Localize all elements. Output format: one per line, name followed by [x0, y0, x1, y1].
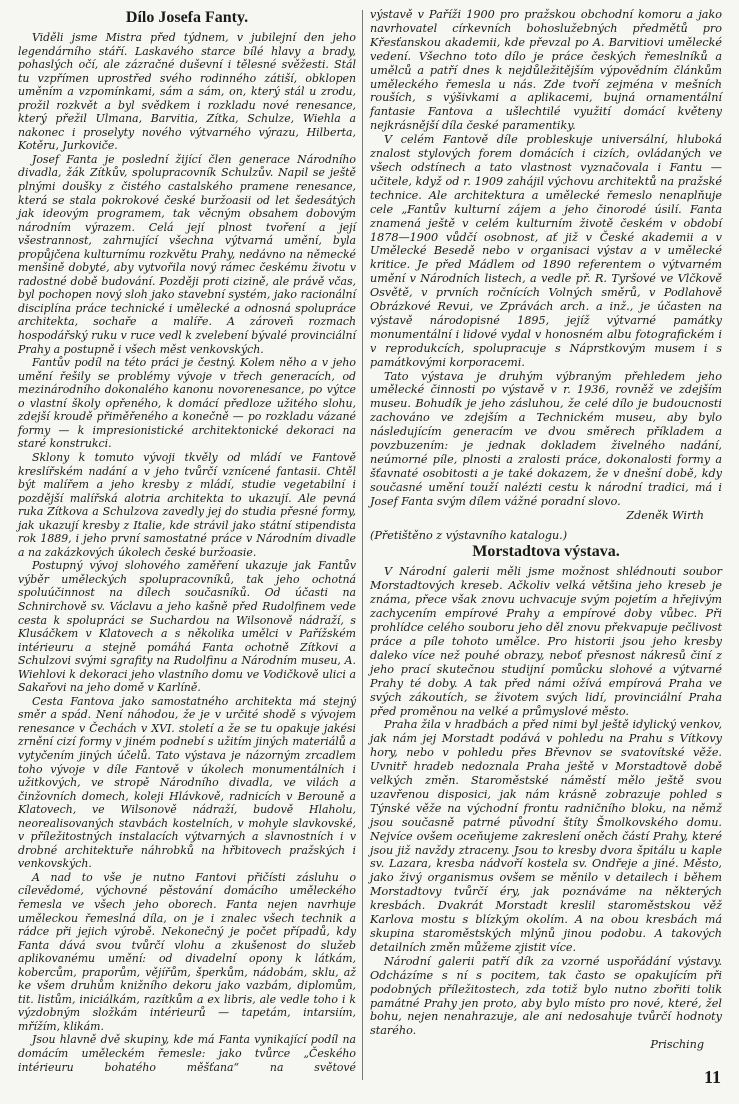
column-divider	[362, 10, 363, 1080]
article-paragraph: Jsou hlavně dvě skupiny, kde má Fanta vynikající podíl na domácím uměleckém řemesle: jako tvůrce „Českého intérieuru bohatého měšťana“ na světové	[18, 1033, 356, 1074]
article-paragraph: V celém Fantově díle probleskuje universální, hluboká znalost stylových forem domácích i cizích, ovládaných ve všech odstínech a tato vlastnost vyznačovala i Fantu — učitele, když od r. 1909 zahájil výchovu architektů na pražské technice. Ale architektura a umělecké řemeslo nenaplňuje cele „Fantův kulturní zájem a jeho činorodé úsilí. Fanta znamená ještě v celém kulturním životě českém v období 1878—1900 vůdčí osobnost, ať již v České akademii a v Umělecké Besedě nebo v organisaci výstav a v umělecké kritice. Je před Mádlem od 1890 referentem o výtvarném umění v Národních listech, a vedle př. R. Tyršové ve Vlčkově Osvětě, v prvních ročnících Volných směrů, v Podlahově Obrázkové Revui, ve Zprávách arch. a inž., je účasten na výstavě národopisné 1895, jejíž výtvarné památky monumentální i lidové vydal v honosném albu fotografickém i v reprodukcích, spolupracuje s Náprstkovým musem i s památkovými korporacemi.	[370, 133, 722, 369]
article-title: Dílo Josefa Fanty.	[125, 9, 249, 26]
article-paragraph: Fantův podíl na této práci je čestný. Kolem něho a v jeho umění řešily se problémy vývoje v třech generacích, od mezinárodního dokonalého kanonu novorenesance, po výtce o vlastní školy opřeného, k domácí předloze užitého slohu, zdejší kroudě přiměřeného a konečně — po rozkladu vázané formy — k impresionistické architektonické dekoraci na staré konstrukci.	[18, 356, 356, 451]
page-number: 11	[703, 1067, 721, 1087]
author-signature: Zdeněk Wirth	[626, 508, 704, 522]
article-paragraph: Národní galerii patří dík za vzorné uspořádání výstavy. Odcházíme s ní s pocitem, tak často se opakujícím při podobných příležitostech, zda totiž bylo nutno zbořiti tolik památné Prahy jen proto, aby bylo místo pro nové, které, žel bohu, nejen nenahrazuje, ale ani nedosahuje tvůrčí hodnoty starého.	[370, 954, 722, 1038]
article-paragraph: Tato výstava je druhým výbraným přehledem jeho umělecké činnosti po výstavě v r. 1936, rovněž ve zdejším museu. Bohudík je jeho zásluhou, že celé dílo je budoucnosti zachováno ve zdejším a Technickém museu, aby bylo následujícím generacím ve dvou směrech příkladem a povzbuzením: je jednak dokladem živelného nadání, neúmorné píle, plnosti a zralosti práce, dokonalosti formy a šťavnaté osobitosti a je také dokazem, že v dnešní době, kdy současné umění touží nalézti cestu k národní tradici, má i Josef Fanta svým dílem vážné poradní slovo.	[370, 369, 722, 508]
article-paragraph-continued: výstavě v Paříži 1900 pro pražskou obchodní komoru a jako navrhovatel církevních bohoslužebných předmětů pro Křesťanskou akademii, kde převzal po A. Barvitiovi umělecké vedení. Všechno toto dílo je práce českých řemeslníků a umělců a patří dnes k nejdůležitějším výpovědním článkům uměleckého řemesla u nás. Zde tvoří zejména v mešních rouších, s výšivkami a aplikacemi, bujná ornamentální fantasie Fantova a ušlechtilé využití domácí květeny nejkrásnější díla české paramentiky.	[370, 8, 722, 133]
source-note: (Přetištěno z výstavního katalogu.)	[370, 528, 568, 542]
article-paragraph: Sklony k tomuto vývoji tkvěly od mládí ve Fantově kreslířském nadání a v jeho tvůrčí vznícené fantasii. Chtěl být malířem a jeho kresby z mládí, studie vegetabilní i pozdější malířská alotria architekta to ukazují. Ale pevná ruka Zítkova a Schulzova zavedly jej do studia přesné formy, jak ukazují kresby z Italie, kde strávil jako státní stipendista rok 1889, i jeho první samostatné práce v Národním divadle a na zakázkových úkolech české buržoasie.	[18, 450, 356, 559]
article-paragraph: A nad to vše je nutno Fantovi přičísti zásluhu o cílevědomé, výchovné pěstování domácího uměleckého řemesla ve všech jeho oborech. Fanta nejen navrhuje uměleckou řemeslná díla, on je i znalec všech technik a rádce při jejich výrobě. Nekonečný je počet případů, kdy Fanta dává svou tvůrčí vlohu a zkušenost do služeb aplikovanému umění: od divadelní opony k látkám, kobercům, praporům, vějířům, šperkům, nádobám, sklu, až ke všem druhům knižního dekoru jako vazbám, diplomům, tit. listům, iniciálkám, razítkům a ex libris, ale vedle toho i k výzdobným složkám intérieurů — tapetám, intarsiím, mřížím, klikám.	[18, 870, 356, 1033]
article-paragraph: Praha žila v hradbách a před nimi byl ještě idylický venkov, jak nám jej Morstadt podává v pohledu na Prahu s Vítkovy hory, nebo v pohledu přes Břevnov se svatovítské věže. Uvnitř hradeb nedoznala Praha ještě v Morstadtově době velkých změn. Staroměstské náměstí mělo ještě svou uzavřenou disposici, jak nám krásně zobrazuje pohled s Týnské věže na východní frontu radničního bloku, na němž jsou současně patrné původní štíty Šmolkovského domu. Nejvíce ovšem oceňujeme zakreslení oněch částí Prahy, které jsou již navždy ztraceny. Jsou to kresby dvora špitálu u kaple sv. Lazara, kresba nádvoří kostela sv. Ondřeje a jiné. Město, jako živý organismus ovšem se měnilo v detailech i během Morstadtovy tvůrčí éry, jak poznáváme na některých kresbách. Dvakrát Morstadt kreslil staroměstskou věž Karlova mostu s blízkým okolím. A na obou kresbách má skupina staroměstských mlýnů jinou podobu. A takových detailních změn můžeme zjistit více.	[370, 718, 722, 954]
article-paragraph: Josef Fanta je poslední žijící člen generace Národního divadla, žák Zítkův, spolupracovník Schulzův. Napil se ještě plnými doušky z čistého castalského pramene renesance, která se stala pokrokové české buržoasii od let šedesátých jak ideovým programem, tak věcným obsahem dobovým národním výrazem. Celá její plnost tvoření a její všestrannost, zahrnující všechna výtvarná umění, byla propůjčena kulturnímu rozkvětu Prahy, nedávno na německé menšině dobyté, aby vytvořila nový rámec českému životu v radostné době budování. Později proti cizině, ale právě včas, byl pochopen nový sloh jako stavební systém, jako racionální disciplína práce technické i umělecké a odnosná spolupráce architekta, sochaře a malíře. A zároveň rozmach hospodářský ruku v ruce vedl k zvelebení bývalé provinciální Prahy a postupně i všech měst venkovských.	[18, 152, 356, 356]
article-paragraph: Viděli jsme Mistra před týdnem, v jubilejní den jeho legendárního stáří. Laskavého starce bílé hlavy a brady, pohaslých očí, ale zázračné duševní i tělesné svěžesti. Stál tu vzpřímen uprostřed svého rodinného zátiší, obklopen uměním a vzpomínkami, sám a sám, on, který stál u zrodu, prožil rozkvět a byl svědkem i rozkladu nové renesance, který přežil Ulmana, Barvitia, Zítka, Schulze, Wiehla a nakonec i proselyty nového výtvarného výrazu, Hilberta, Kotěru, Jurkoviče.	[18, 31, 356, 153]
left-column	[18, 8, 356, 1074]
article-paragraph: V Národní galerii měli jsme možnost shlédnouti soubor Morstadtových kreseb. Ačkoliv velká většina jeho kreseb je známa, přece však znovu uchvacuje svým pojetím a hřejivým zachycením empírové Prahy a empírové doby vůbec. Při prohlídce celého souboru jeho děl znovu překvapuje pečlivost práce a píle tohoto umělce. Pro historii jsou jeho kresby daleko více než pouhé obrazy, neboť přesnost nákresů činí z jeho prací skutečnou studijní pomůcku slohové a výtvarné Prahy té doby. A tak před námi ožívá empírová Praha ve svých zákoutích, se životem svých lidí, provinciální Praha před proměnou na velké a průmyslové město.	[370, 565, 722, 718]
article-title: Morstadtova výstava.	[472, 543, 620, 561]
article-paragraph: Postupný vývoj slohového zaměření ukazuje jak Fantův výběr uměleckých spolupracovníků, tak jeho ochotná spoluúčinnost na dílech současníků. Od účasti na Schnirchově sv. Václavu a jeho kašně před Rudolfinem vede cesta k spolupráci se Suchardou na Wilsonově nádraží, s Klusáčkem v Klatovech a s několika umělci v Pařížském intérieuru a stejně pomáhá Fanta ochotně Zítkovi a Schulzovi svými sgrafity na Rudolfinu a Národním museu, A. Wiehlovi k dekoraci jeho vlastního domu ve Vodičkově ulici a Sakařovi na jeho domě v Karlíně.	[18, 559, 356, 695]
right-column	[370, 8, 722, 1052]
article-paragraph: Cesta Fantova jako samostatného architekta má stejný směr a spád. Není náhodou, že je v určité shodě s vývojem renesance v Čechách v XVI. století a že se tu opakuje jakési zrnění cizí formy v jiném podnebí s užitím jiných materiálů a vytyčením jiných účelů. Tato výstava je názorným zrcadlem toho vývoje v díle Fantově v úkolech monumentálních i užitkových, ve stropě Národního divadla, ve vilách a činžovních domech, koleji Hlávkově, radnicích v Berouně a Klatovech, ve Wilsonově nádraží, budově Hlaholu, neorealisovaných stavbách kostelních, v mohyle slavkovské, v příležitostných instalacích výtvarných a slavnostních i v drobné architektuře náhrobků na hřbitovech pražských i venkovských.	[18, 694, 356, 871]
author-signature: Prisching	[650, 1038, 704, 1052]
